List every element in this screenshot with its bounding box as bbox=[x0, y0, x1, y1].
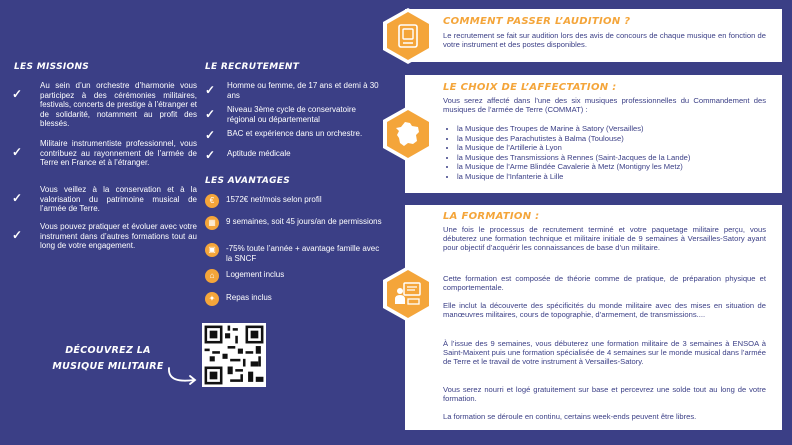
recrutement-item: ✓ BAC et expérience dans un orchestre. bbox=[205, 128, 363, 142]
check-icon: ✓ bbox=[205, 128, 216, 142]
recrutement-title: LE RECRUTEMENT bbox=[205, 62, 300, 72]
affectation-intro: Vous serez affecté dans l’une des six musiques professionnelles du Commandement des musiques de l’armée de Terre (COMMAT) : bbox=[443, 96, 766, 114]
formation-card bbox=[405, 205, 782, 430]
meal-icon: ✦ bbox=[205, 292, 219, 306]
formation-paragraph: Vous serez nourri et logé gratuitement sur base et percevrez une solde tout au long de votre formation. bbox=[443, 385, 766, 403]
units-list bbox=[443, 124, 766, 182]
discover-label: DÉCOUVREZ LA MUSIQUE MILITAIRE bbox=[52, 345, 164, 372]
audition-title: COMMENT PASSER L’AUDITION ? bbox=[443, 16, 631, 27]
list-item: • la Musique de l’Arme Blindée Cavalerie à Metz (Montigny les Metz) bbox=[457, 162, 766, 172]
check-icon: ✓ bbox=[12, 228, 23, 242]
avantage-item: € 1572€ net/mois selon profil bbox=[205, 194, 385, 208]
formation-title: LA FORMATION : bbox=[443, 211, 540, 222]
mission-item: ✓ Militaire instrumentiste professionnel, vous contribuez au rayonnement de l’armée de Terre en France et à l’étranger. bbox=[12, 139, 197, 167]
qr-code[interactable] bbox=[202, 323, 266, 387]
avantage-item: ▦ 9 semaines, soit 45 jours/an de permissions bbox=[205, 216, 385, 230]
affectation-title: LE CHOIX DE L’AFFECTATION : bbox=[443, 82, 617, 93]
avantage-item: ▣ -75% toute l’année + avantage famille avec la SNCF bbox=[205, 243, 385, 263]
recrutement-item: ✓ Niveau 3ème cycle de conservatoire régional ou départemental bbox=[205, 105, 356, 124]
euro-icon: € bbox=[205, 194, 219, 208]
check-icon: ✓ bbox=[205, 107, 216, 121]
audition-text: Le recrutement se fait sur audition lors des avis de concours de chaque musique en fonction de votre instrument et des postes disponibles. bbox=[443, 31, 766, 49]
check-icon: ✓ bbox=[12, 87, 23, 101]
house-icon: ⌂ bbox=[205, 269, 219, 283]
calendar-icon: ▦ bbox=[205, 216, 219, 230]
audition-card bbox=[405, 9, 782, 62]
recrutement-item: ✓ Aptitude médicale bbox=[205, 148, 291, 162]
check-icon: ✓ bbox=[12, 191, 23, 205]
arrow-icon bbox=[165, 365, 199, 387]
recrutement-item: ✓ Homme ou femme, de 17 ans et demi à 30 ans bbox=[205, 81, 379, 100]
avantages-title: LES AVANTAGES bbox=[205, 176, 291, 186]
check-icon: ✓ bbox=[12, 145, 23, 159]
france-map-icon bbox=[394, 120, 422, 148]
document-icon bbox=[397, 24, 419, 48]
list-item: • la Musique de l’Infanterie à Lille bbox=[457, 172, 766, 182]
formation-paragraph: La formation se déroule en continu, certains week-ends peuvent être libres. bbox=[443, 412, 697, 421]
formation-paragraph: Une fois le processus de recrutement terminé et votre paquetage militaire perçu, vous débuterez une formation technique et militaire initiale de 9 semaines à Versailles-Satory ayant pour objectif d’acquérir les connaissances de base d’un militaire. bbox=[443, 225, 766, 252]
mission-item: ✓ Vous veillez à la conservation et à la valorisation du patrimoine musical de l’armée de Terre. bbox=[12, 185, 197, 213]
avantage-item: ⌂ Logement inclus bbox=[205, 269, 385, 283]
mission-item: ✓ Vous pouvez pratiquer et évoluer avec votre instrument dans d’autres formations tout au long de votre engagement. bbox=[12, 222, 197, 250]
list-item: • la Musique des Parachutistes à Balma (Toulouse) bbox=[457, 134, 766, 144]
affectation-card bbox=[405, 75, 782, 193]
mission-item: ✓ Au sein d’un orchestre d’harmonie vous participez à des cérémonies militaires, festivals, concerts de prestige à l’étranger et de solidarité, notamment au profit des blessés. bbox=[12, 81, 197, 128]
avantage-item: ✦ Repas inclus bbox=[205, 292, 385, 306]
list-item: • la Musique de l’Artillerie à Lyon bbox=[457, 143, 766, 153]
formation-paragraph: À l’issue des 9 semaines, vous débuterez une formation militaire de 3 semaines à ENSOA à Saint-Maixent puis une formation spécialisée de 4 semaines sur le monde musical dans l’armée de Terre et le travail de votre instrument à Versailles-Satory. bbox=[443, 339, 766, 366]
training-icon bbox=[395, 282, 421, 306]
check-icon: ✓ bbox=[205, 83, 216, 97]
train-icon: ▣ bbox=[205, 243, 219, 257]
list-item: • la Musique des Transmissions à Rennes (Saint-Jacques de la Lande) bbox=[457, 153, 766, 163]
check-icon: ✓ bbox=[205, 148, 216, 162]
list-item: • la Musique des Troupes de Marine à Satory (Versailles) bbox=[457, 124, 766, 134]
missions-title: LES MISSIONS bbox=[14, 62, 90, 72]
formation-paragraph: Elle inclut la découverte des spécificités du monde militaire avec des mises en situation de manœuvres militaires, cours de topographie, d’armement, de transmissions.... bbox=[443, 301, 766, 319]
formation-paragraph: Cette formation est composée de théorie comme de pratique, de préparation physique et comportementale. bbox=[443, 274, 766, 292]
